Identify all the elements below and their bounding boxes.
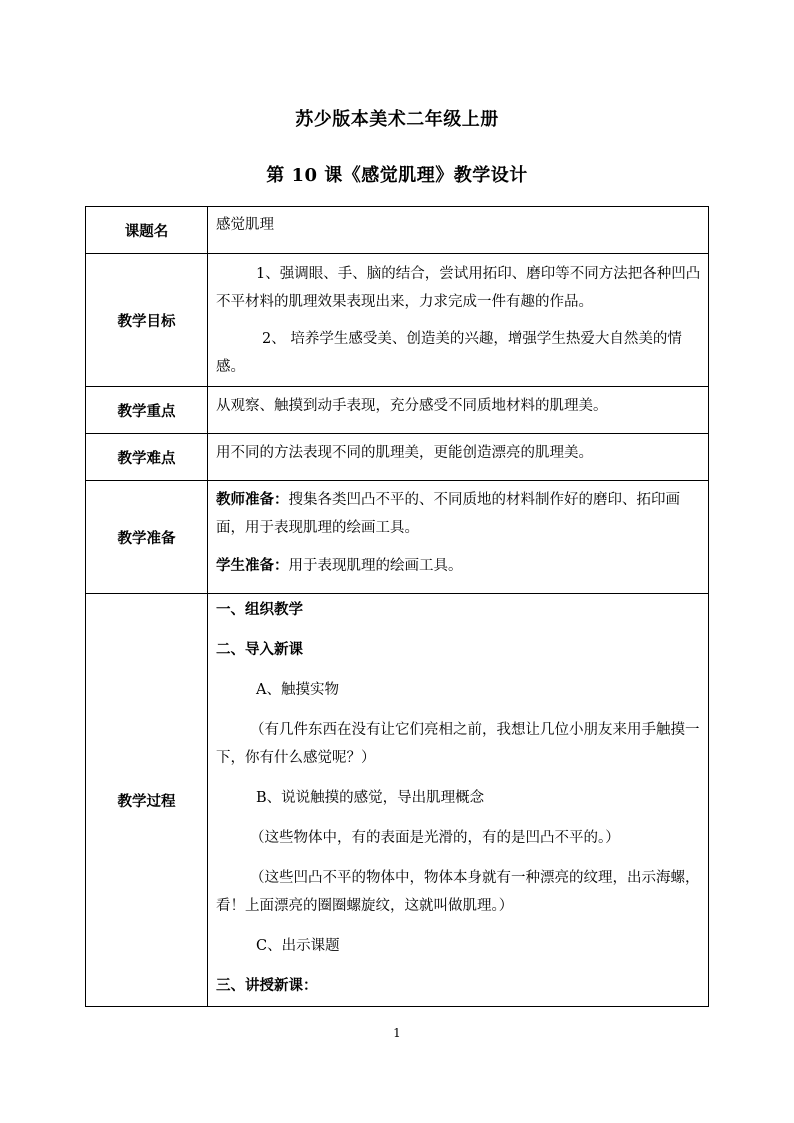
process-step-a-note: （有几件东西在没有让它们亮相之前，我想让几位小朋友来用手触摸一下，你有什么感觉呢？） [216,722,700,766]
teacher-preparation-label: 教师准备： [216,491,289,508]
objective-item-2: 2、 培养学生感受美、创造美的兴趣，增强学生热爱大自然美的情感。 [216,331,682,375]
process-step-b: B、说说触摸的感觉，导出肌理概念 [256,790,485,806]
row-topic [86,207,709,254]
difficulties-label: 教学难点 [86,434,208,481]
process-step-a: A、触摸实物 [256,682,339,698]
difficulties-cell [208,434,709,481]
student-preparation-text: 用于表现肌理的绘画工具。 [288,558,463,574]
process-section-2: 二、导入新课 [216,641,303,658]
process-step-c: C、出示课题 [256,938,340,954]
lesson-plan-table [85,206,709,1007]
teacher-preparation-text: 搜集各类凹凸不平的、不同质地的材料制作好的磨印、拓印画面，用于表现肌理的绘画工具。 [216,492,680,536]
row-key-points [86,387,709,434]
preparation-cell [208,481,709,594]
key-points-label: 教学重点 [86,387,208,434]
row-process [86,594,709,1007]
topic-value: 感觉肌理 [216,217,274,233]
process-section-3: 三、讲授新课： [216,977,318,994]
student-preparation [216,552,702,580]
key-points-cell [208,387,709,434]
preparation-label: 教学准备 [86,481,208,594]
process-label: 教学过程 [86,594,208,1007]
process-cell [208,594,709,1007]
objectives-cell [208,254,709,387]
objectives-label: 教学目标 [86,254,208,387]
teacher-preparation [216,486,702,542]
student-preparation-label: 学生准备： [216,557,289,574]
row-difficulties [86,434,709,481]
topic-label: 课题名 [86,207,208,254]
process-step-b-note-1: （这些物体中，有的表面是光滑的，有的是凹凸不平的。） [250,830,620,846]
process-section-1: 一、组织教学 [216,601,303,618]
row-preparation [86,481,709,594]
key-points-value: 从观察、触摸到动手表现，充分感受不同质地材料的肌理美。 [216,398,608,414]
row-objectives [86,254,709,387]
document-title: 苏少版本美术二年级上册 [295,109,499,130]
page-number: 1 [393,1026,401,1040]
difficulties-value: 用不同的方法表现不同的肌理美，更能创造漂亮的肌理美。 [216,445,593,461]
document-subtitle: 第 10 课《感觉肌理》教学设计 [266,165,528,186]
objective-item-1: 1、强调眼、手、脑的结合，尝试用拓印、磨印等不同方法把各种凹凸不平材料的肌理效果表现出来，力求完成一件有趣的作品。 [216,266,701,310]
process-step-b-note-2: （这些凹凸不平的物体中，物体本身就有一种漂亮的纹理，出示海螺，看！上面漂亮的圈圈螺旋纹，这就叫做肌理。） [216,870,700,914]
topic-cell [208,207,709,254]
